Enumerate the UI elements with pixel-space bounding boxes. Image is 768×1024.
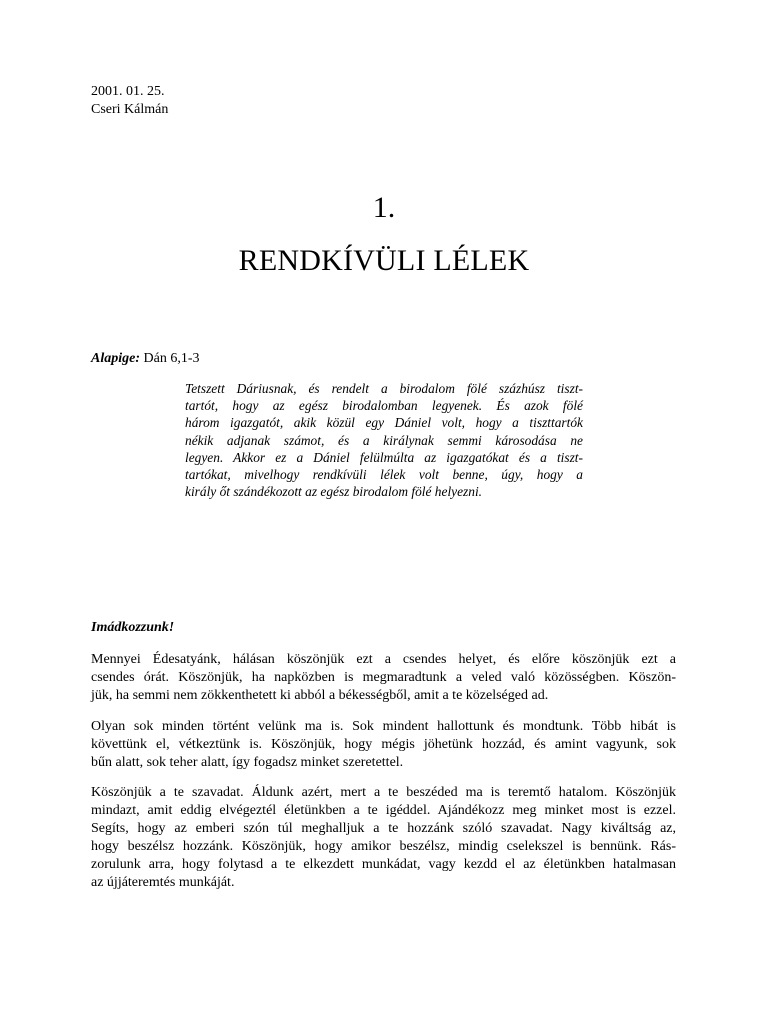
scripture-quote [185,380,583,500]
paragraph-line: Segíts, hogy az emberi szón túl meghalljuk a te hozzánk szóló szavadat. Nagy kiváltság az, [91,821,676,836]
quote-line: három igazgatót, akik közül egy Dániel volt, hogy a tiszttartók [185,415,583,431]
quote-line: tartókat, mivelhogy rendkívüli lélek volt benne, úgy, hogy a [185,467,583,483]
date: 2001. 01. 25. [91,84,165,99]
paragraph-line: az újjáteremtés munkáját. [91,875,235,890]
base-verse-label: Alapige: [91,351,140,366]
base-verse-reference: Dán 6,1-3 [140,351,200,366]
quote-line: király őt szándékozott az egész birodalom fölé helyezni. [185,484,483,500]
quote-line: nékik adjanak számot, és a királynak semmi károsodása ne [185,432,583,448]
chapter-title: RENDKÍVÜLI LÉLEK [238,244,530,277]
document-header [91,83,168,119]
chapter-number: 1. [372,191,396,224]
paragraph-line: jük, ha semmi nem zökkenthetett ki abból a békességből, amit a te közelséged ad. [91,688,549,703]
quote-line: tartót, hogy az egész birodalomban legyenek. És azok fölé [185,398,583,414]
base-verse [91,350,200,368]
paragraph-line: Mennyei Édesatyánk, hálásan köszönjük ezt a csendes helyet, és előre köszönjük ezt a [91,652,676,667]
paragraph-line: csendes órát. Köszönjük, ha napközben is megmaradtunk a veled való közösségben. Köszön- [91,670,676,685]
paragraph [91,784,676,892]
paragraph [91,651,676,705]
paragraph-line: zorulunk arra, hogy folytasd a te elkezdett munkádat, vagy kezdd el az életünkben hatalmasan [91,857,676,872]
quote-line: legyen. Akkor ez a Dániel felülmúlta az igazgatókat és a tiszt- [185,449,583,465]
author: Cseri Kálmán [91,102,169,117]
paragraph-line: követtünk el, vétkeztünk is. Köszönjük, hogy mégis jöhetünk hozzád, és amint vagyunk, sok [91,737,676,752]
paragraph-line: Köszönjük a te szavadat. Áldunk azért, mert a te beszéded ma is teremtő hatalom. Köszönjük [91,785,676,800]
paragraph-line: Olyan sok minden történt velünk ma is. Sok mindent hallottunk és mondtunk. Több hibát is [91,719,676,734]
paragraph [91,718,676,772]
quote-line: Tetszett Dáriusnak, és rendelt a birodalom fölé százhúsz tiszt- [185,381,583,396]
paragraph-line: bűn alatt, sok teher alatt, így fogadsz minket szeretettel. [91,755,404,770]
paragraph-line: mindazt, amit eddig elvégeztél életünkben a te igéddel. Ajándékozz meg minket most is ezzel. [91,803,676,818]
paragraph-line: hogy beszélsz hozzánk. Köszönjük, hogy amikor beszélsz, mindig cselekszel is bennünk. Rás- [91,839,676,854]
prayer-heading: Imádkozzunk! [91,620,175,635]
